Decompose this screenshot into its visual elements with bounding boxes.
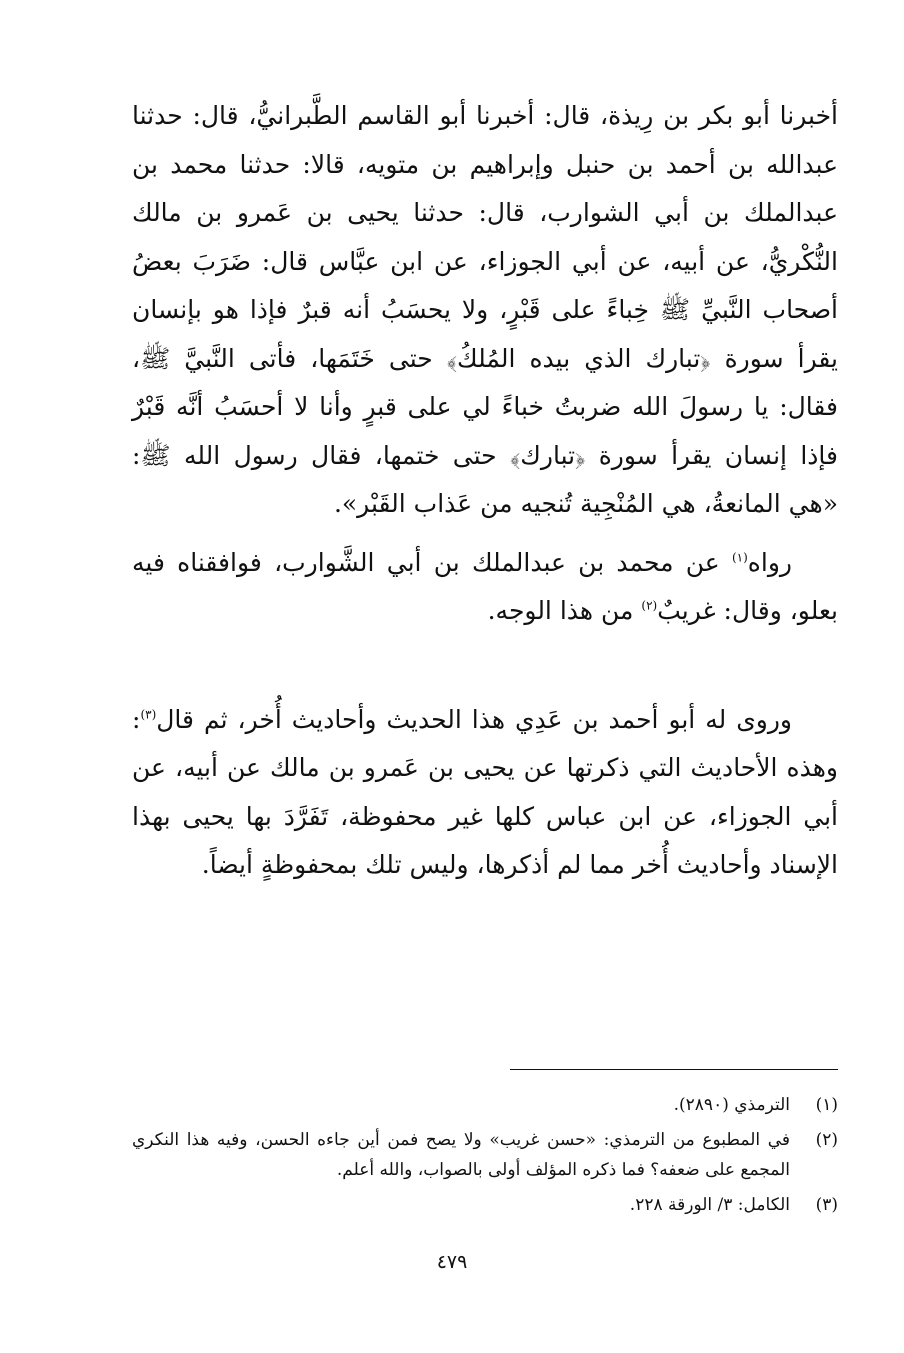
footnote-1 [132, 1090, 838, 1120]
footnote-number: (٢) [815, 1130, 838, 1150]
footnote-text: الكامل: ٣/ الورقة ٢٢٨. [629, 1195, 790, 1215]
footnote-3 [132, 1190, 838, 1220]
page-number: ٤٧٩ [436, 1251, 468, 1273]
main-text [132, 92, 838, 890]
paragraph-hadith: أخبرنا أبو بكر بن رِيذة، قال: أخبرنا أبو القاسم الطَّبرانيُّ، قال: حدثنا عبدالله بن أحمد بن حنبل وإبراهيم بن متويه، قالا: حدثنا محمد بن عبدالملك بن أبي الشوارب، قال: حدثنا يحيى بن عَمرو بن مالك النُّكْريُّ، عن أبيه، عن أبي الجوزاء، عن ابن عبَّاس قال: ضَرَبَ بعضُ أصحاب النَّبيِّ ﷺ خِباءً على قَبْرٍ، ولا يحسَبُ أنه قبرٌ فإذا هو بإنسان يقرأ سورة ﴿تبارك الذي بيده المُلكُ﴾ حتى خَتَمَها، فأتى النَّبيَّ ﷺ، فقال: يا رسولَ الله ضربتُ خباءً لي على قبرٍ وأنا لا أحسَبُ أنَّه قَبْرٌ فإذا إنسان يقرأ سورة ﴿تبارك﴾ حتى ختمها، فقال رسول الله ﷺ: «هي المانعةُ، هي المُنْجِية تُنجيه من عَذاب القَبْر». [132, 101, 839, 518]
footnote-ref-2[interactable]: (٢) [641, 598, 658, 613]
footnote-number: (٣) [815, 1195, 838, 1215]
footnotes [132, 1090, 838, 1225]
footnote-ref-3[interactable]: (٣) [140, 707, 157, 722]
footnote-number: (١) [815, 1095, 838, 1115]
footnote-2 [132, 1125, 838, 1185]
paragraph-ibn-adi-end: : وهذه الأحاديث التي ذكرتها عن يحيى بن عَمرو بن مالك عن أبيه، عن أبي الجوزاء، عن ابن عباس كلها غير محفوظة، تَفَرَّدَ بها يحيى بهذا الإسناد وأحاديث أُخر مما لم أذكرها، وليس تلك بمحفوظةٍ أيضاً. [132, 704, 838, 879]
paragraph-ibn-adi [132, 696, 838, 890]
footnote-text: الترمذي (٢٨٩٠). [673, 1095, 790, 1115]
footnote-divider [510, 1069, 838, 1070]
footnote-ref-1[interactable]: (١) [731, 550, 748, 565]
paragraph-narration-start: رواه [747, 547, 792, 577]
footnote-text: في المطبوع من الترمذي: «حسن غريب» ولا يصح فمن أين جاءه الحسن، وفيه هذا النكري المجمع على ضعفه؟ فما ذكره المؤلف أولى بالصواب، والله أعلم. [132, 1130, 790, 1180]
paragraph-ibn-adi-start: وروى له أبو أحمد بن عَدِي هذا الحديث وأحاديث أُخر، ثم قال [156, 704, 792, 734]
paragraph-narration-middle: عن محمد بن عبدالملك بن أبي الشَّوارب، فوافقناه فيه بعلو، وقال: غريبٌ [132, 547, 838, 625]
paragraph-narration [132, 539, 838, 636]
paragraph-narration-end: من هذا الوجه. [487, 596, 642, 625]
